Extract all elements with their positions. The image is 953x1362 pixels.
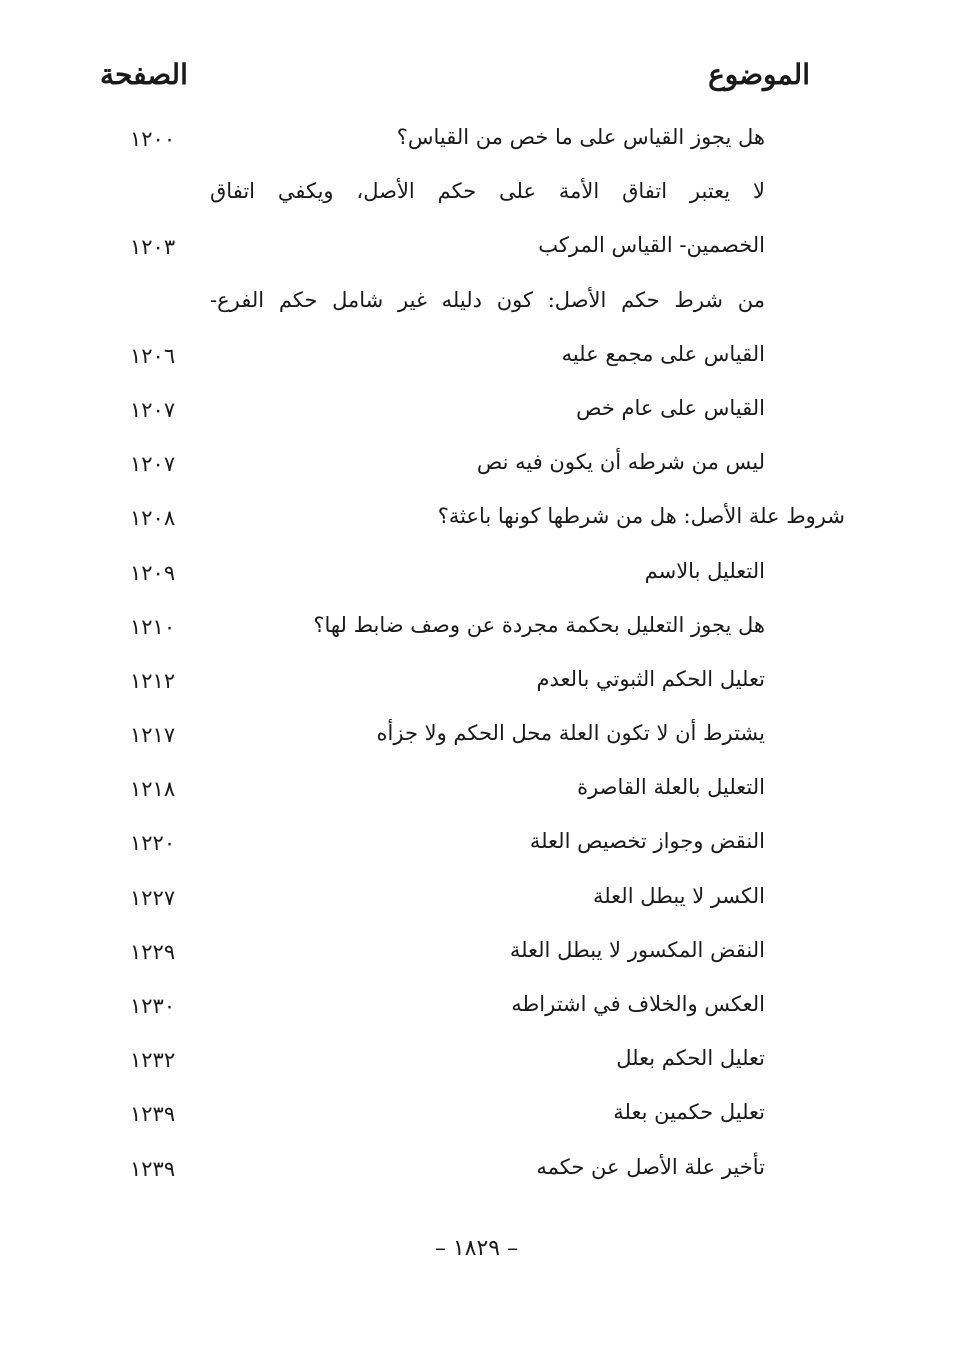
toc-entry-title: تأخير علة الأصل عن حكمه: [536, 1154, 765, 1179]
toc-entry: [0, 930, 953, 984]
page-number: – ١٨٢٩ –: [434, 1236, 519, 1261]
toc-entry: [0, 1147, 953, 1201]
toc-entry-page: ١٢٣٩: [130, 1156, 176, 1181]
toc-entry-title: لا يعتبر اتفاق الأمة على حكم الأصل، ويكفي اتفاق: [210, 179, 765, 204]
toc-entry: [0, 551, 953, 605]
toc-entry-title: شروط علة الأصل: هل من شرطها كونها باعثة؟: [437, 504, 845, 529]
toc-entry-page: ١٢١٧: [130, 723, 176, 748]
toc-entry-page: ١٢٠٨: [130, 506, 176, 531]
toc-entry-title: العكس والخلاف في اشتراطه: [511, 992, 765, 1016]
toc-entry-title: القياس على مجمع عليه: [561, 341, 765, 366]
toc-entry: [0, 117, 953, 171]
toc-entry-page: ١٢١٨: [130, 777, 176, 802]
toc-entry-page: ١٢٣٩: [130, 1102, 176, 1127]
toc-entry-page: ١٢٠٠: [130, 127, 176, 151]
toc-entry: [0, 984, 953, 1038]
toc-list: [0, 117, 953, 1201]
toc-entry-title: التعليل بالعلة القاصرة: [577, 775, 765, 800]
toc-entry-title: الخصمين- القياس المركب: [538, 233, 765, 258]
toc-entry: [0, 442, 953, 496]
toc-entry-title: هل يجوز القياس على ما خص من القياس؟: [396, 125, 765, 149]
toc-entry-page: ١٢١٢: [130, 668, 176, 693]
toc-entry-title: تعليل الحكم الثبوتي بالعدم: [536, 666, 765, 691]
toc-entry: [0, 334, 953, 388]
toc-entry-title: من شرط حكم الأصل: كون دليله غير شامل حكم الفرع-: [210, 287, 765, 312]
toc-entry: [0, 713, 953, 767]
toc-entry: [0, 659, 953, 713]
toc-entry-title: النقض المكسور لا يبطل العلة: [509, 937, 765, 962]
page-column-heading: الصفحة: [100, 58, 188, 91]
toc-entry: [0, 605, 953, 659]
toc-entry: [0, 1038, 953, 1092]
toc-entry: [0, 280, 953, 334]
toc-entry-title: التعليل بالاسم: [644, 558, 765, 583]
toc-entry-page: ١٢٠٧: [130, 397, 176, 422]
toc-entry-title: القياس على عام خص: [576, 395, 765, 420]
toc-entry-title: تعليل حكمين بعلة: [613, 1100, 765, 1125]
toc-entry: [0, 171, 953, 225]
toc-entry-title: الكسر لا يبطل العلة: [592, 883, 765, 908]
toc-entry-page: ١٢٢٧: [130, 885, 176, 910]
toc-entry-page: ١٢٠٦: [130, 343, 176, 368]
toc-entry: [0, 225, 953, 279]
toc-entry-title: النقض وجواز تخصيص العلة: [529, 829, 765, 854]
toc-entry: [0, 1092, 953, 1146]
toc-entry-page: ١٢٣٠: [130, 994, 176, 1018]
toc-entry: [0, 388, 953, 442]
toc-entry: [0, 821, 953, 875]
toc-entry: [0, 876, 953, 930]
toc-entry: [0, 496, 953, 550]
toc-entry: [0, 767, 953, 821]
toc-entry-page: ١٢٢٠: [130, 831, 176, 856]
toc-entry-title: يشترط أن لا تكون العلة محل الحكم ولا جزأه: [376, 721, 765, 746]
toc-entry-page: ١٢٠٩: [130, 560, 176, 585]
toc-entry-title: ليس من شرطه أن يكون فيه نص: [476, 450, 765, 475]
toc-entry-page: ١٢٢٩: [130, 939, 176, 964]
toc-entry-page: ١٢٠٧: [130, 452, 176, 477]
toc-entry-page: ١٢٠٣: [130, 235, 176, 260]
topic-column-heading: الموضوع: [708, 58, 810, 91]
toc-entry-title: تعليل الحكم بعلل: [616, 1046, 765, 1071]
toc-entry-page: ١٢١٠: [130, 614, 176, 639]
toc-header: [100, 58, 810, 102]
toc-entry-page: ١٢٣٢: [130, 1048, 176, 1073]
toc-entry-title: هل يجوز التعليل بحكمة مجردة عن وصف ضابط لها؟: [313, 612, 765, 637]
